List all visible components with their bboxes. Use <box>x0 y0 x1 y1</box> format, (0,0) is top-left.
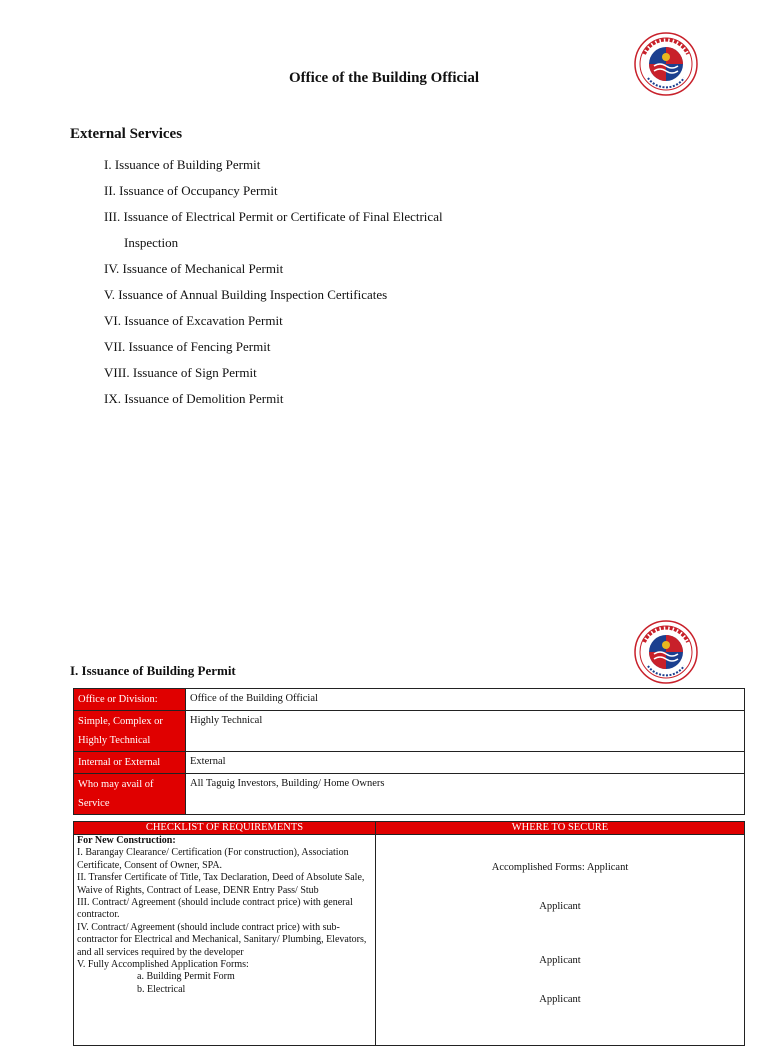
service-info-table <box>73 688 745 815</box>
service-item-continuation: Inspection <box>124 235 179 250</box>
info-label: Who may avail of Service <box>74 774 186 815</box>
info-value: External <box>186 752 745 774</box>
service-item: VIII. Issuance of Sign Permit <box>104 365 257 380</box>
table-header-row <box>74 822 745 835</box>
service-item: VII. Issuance of Fencing Permit <box>104 339 271 354</box>
service-item: II. Issuance of Occupancy Permit <box>104 183 278 198</box>
external-services-list <box>104 152 443 412</box>
where-item: Accomplished Forms: Applicant <box>491 862 629 873</box>
requirement-subitem: a. Building Permit Form <box>137 971 235 983</box>
requirements-cell <box>74 835 376 1046</box>
requirement-subitem: b. Electrical <box>137 983 186 995</box>
city-seal-logo <box>634 620 698 684</box>
service-item: V. Issuance of Annual Building Inspection Certificates <box>104 287 388 302</box>
table-row <box>74 774 745 815</box>
service-item: IX. Issuance of Demolition Permit <box>104 391 284 406</box>
info-value: Office of the Building Official <box>186 689 745 711</box>
info-label: Office or Division: <box>74 689 186 711</box>
table-row <box>74 835 745 1046</box>
requirement-heading: For New Construction: <box>77 835 176 846</box>
service-item: III. Issuance of Electrical Permit or Certificate of Final Electrical <box>104 209 443 224</box>
where-item: Applicant <box>539 901 581 912</box>
requirement-item: II. Transfer Certificate of Title, Tax Declaration, Deed of Absolute Sale, Waive of Rights, Contract of Lease, DENR Entry Pass/ Stub <box>77 872 365 896</box>
info-value: Highly Technical <box>186 711 745 752</box>
table-row <box>74 689 745 711</box>
checklist-table <box>73 821 745 1046</box>
column-header: WHERE TO SECURE <box>376 822 745 835</box>
info-value: All Taguig Investors, Building/ Home Owners <box>186 774 745 815</box>
where-item: Applicant <box>539 955 581 966</box>
requirement-item: IV. Contract/ Agreement (should include contract price) with sub-contractor for Electrical and Mechanical, Sanitary/ Plumbing, Elevators, and all services required by the developer <box>77 921 367 958</box>
table-row <box>74 752 745 774</box>
where-to-secure-cell <box>376 835 745 1046</box>
info-label: Internal or External <box>74 752 186 774</box>
service-item: IV. Issuance of Mechanical Permit <box>104 261 284 276</box>
page-title: Office of the Building Official <box>289 70 479 86</box>
info-label: Simple, Complex or Highly Technical <box>74 711 186 752</box>
where-item: Applicant <box>539 994 581 1005</box>
service-item: I. Issuance of Building Permit <box>104 157 261 172</box>
column-header: CHECKLIST OF REQUIREMENTS <box>74 822 376 835</box>
external-services-heading: External Services <box>70 126 183 142</box>
section-heading: I. Issuance of Building Permit <box>70 663 236 678</box>
requirement-item: I. Barangay Clearance/ Certification (For construction), Association Certificate, Consent of Owner, SPA. <box>77 847 349 871</box>
requirement-item: V. Fully Accomplished Application Forms: <box>77 959 249 971</box>
service-item: VI. Issuance of Excavation Permit <box>104 313 283 328</box>
table-row <box>74 711 745 752</box>
requirement-item: III. Contract/ Agreement (should include contract price) with general contractor. <box>77 897 353 921</box>
